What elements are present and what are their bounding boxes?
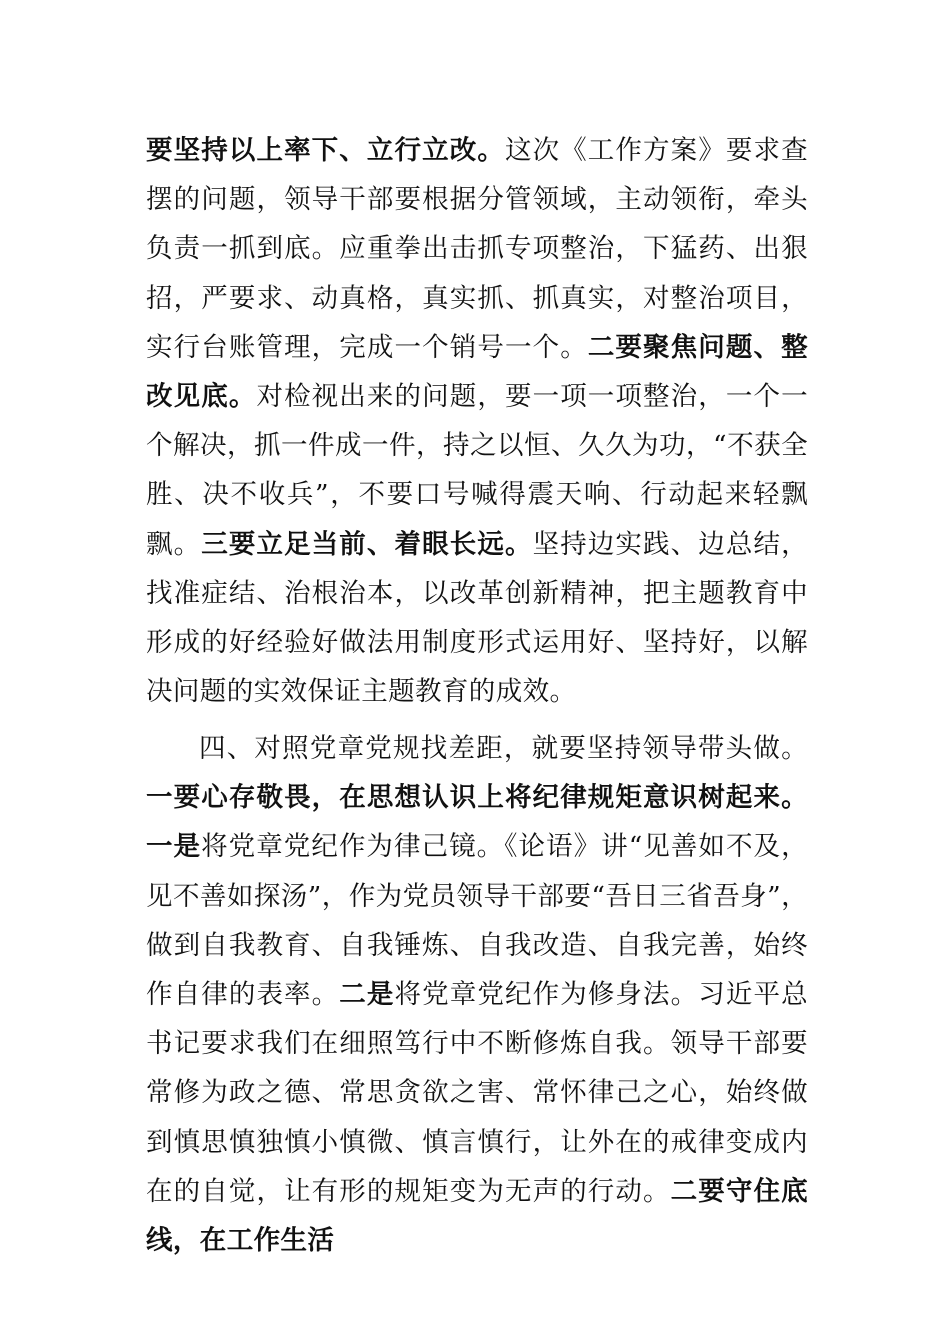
bold-phrase: 一是 [146, 831, 202, 863]
body-text: 这次《工作方案》要求查摆的问题，领导干部要根据分管领域，主动领衔，牵头负责一抓到底。应重拳出击抓专项整治，下猛药、出狠招，严要求、动真格，真实抓、抓真实，对整治项目，实行台账管理，完成一个销号一个。 [146, 135, 808, 363]
bold-phrase: 二要守住底线，在工作生活 [146, 1175, 808, 1257]
paragraph-party-rules [146, 724, 808, 1265]
bold-phrase: 二要聚焦问题、整改见底。 [146, 331, 809, 413]
section-heading: 四、对照党章党规找差距，就要坚持领导带头做。 [199, 733, 808, 764]
bold-phrase: 一要心存敬畏，在思想认识上将纪律规矩意识树起来。 [146, 782, 808, 814]
paragraph-rectification [146, 126, 808, 716]
body-text: 对检视出来的问题，要一项一项整治，一个一个解决，抓一件成一件，持之以恒、久久为功，“不获全胜、决不收兵”，不要口号喊得震天响、行动起来轻飘飘。 [146, 381, 808, 560]
bold-phrase: 二是 [339, 979, 395, 1011]
bold-phrase: 要坚持以上率下、立行立改。 [146, 135, 505, 166]
body-text: 将党章党纪作为修身法。习近平总书记要求我们在细照笃行中不断修炼自我。领导干部要常修为政之德、常思贪欲之害、常怀律己之心，始终做到慎思慎独慎小慎微、慎言慎行，让外在的戒律变成内在的自觉，让有形的规矩变为无声的行动。 [146, 979, 808, 1207]
body-text: 坚持边实践、边总结，找准症结、治根治本，以改革创新精神，把主题教育中形成的好经验好做法用制度形式运用好、坚持好，以解决问题的实效保证主题教育的成效。 [146, 528, 808, 708]
bold-phrase: 三要立足当前、着眼长远。 [201, 528, 533, 560]
body-text: 将党章党纪作为律己镜。《论语》讲“见善如不及，见不善如探汤”，作为党员领导干部要“吾日三省吾身”，做到自我教育、自我锤炼、自我改造、自我完善，始终作自律的表率。 [146, 831, 808, 1011]
